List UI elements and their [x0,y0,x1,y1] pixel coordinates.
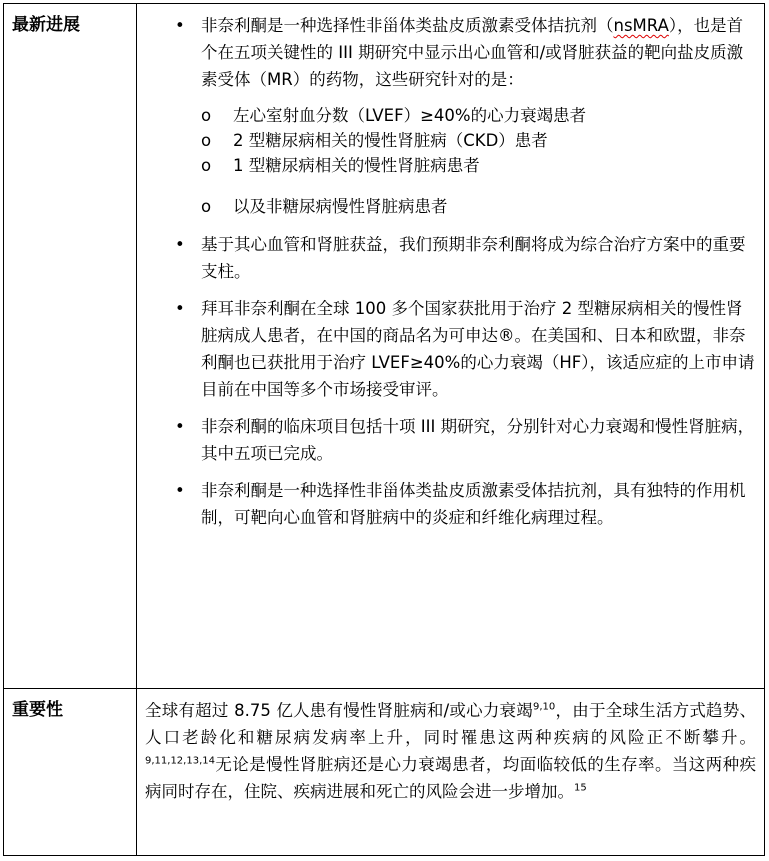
significance-paragraph: 全球有超过 8.75 亿人患有慢性肾脏病和/或心力衰竭$^{9,10}$，由于全球生活方式趋势、人口老龄化和糖尿病发病率上升，同时罹患这两种疾病的风险正不断攀升。$^{9,11,12,13,14}$无论是慢性肾脏病还是心力衰竭患者，均面临较低的生存率。当这两种疾病同时存在，住院、疾病进展和死亡的风险会进一步增加。$^{15}$ [145,701,757,801]
progress-bullet-item [145,413,756,467]
bullet-icon: • [175,481,185,500]
bullet-text-part: 非奈利酮是一种选择性非甾体类盐皮质激素受体拮抗剂（ [201,16,614,35]
row-label-significance: 重要性 [4,689,137,856]
progress-bullet-item [145,12,756,219]
bullet-text-part: ），也是首个在五项关键性的 III 期研究中显示出心血管和/或肾脏获益的靶向盐皮质激素受体（MR）的药物，这些研究针对的是： [201,16,744,89]
bullet-text: 基于其心血管和肾脏获益，我们预期非奈利酮将成为综合治疗方案中的重要支柱。 [201,235,746,281]
bullet-icon: • [175,235,185,254]
reference-superscript: 15 [574,782,587,794]
bullet-text: 非奈利酮的临床项目包括十项 III 期研究，分别针对心力衰竭和慢性肾脏病，其中五项已完成。 [201,417,755,463]
spellcheck-underlined-term: nsMRA [613,16,669,35]
reference-superscript: 9,10 [533,701,556,713]
circle-bullet-icon: o [201,197,212,216]
progress-bullet-item [145,477,756,531]
progress-bullet-item [145,231,756,285]
progress-bullet-list [145,12,756,531]
reference-superscript: 9,11,12,13,14 [145,755,215,767]
table-row-significance [4,689,765,856]
table-row-latest-progress [4,4,765,689]
circle-bullet-icon: o [201,156,212,175]
progress-bullet-item [145,295,756,403]
sub-list-item: o 左心室射血分数（LVEF）≥40%的心力衰竭患者 [201,103,756,128]
bullet-text: 非奈利酮是一种选择性非甾体类盐皮质激素受体拮抗剂，具有独特的作用机制，可靶向心血管和肾脏病中的炎症和纤维化病理过程。 [201,481,746,527]
sub-list-item: o 以及非糖尿病慢性肾脏病患者 [201,194,756,219]
sub-list-item: o 1 型糖尿病相关的慢性肾脏病患者 [201,153,756,178]
row-content-latest-progress [137,4,765,689]
bullet-icon: • [175,299,185,318]
target-population-list [201,103,756,219]
sub-list-item: o 2 型糖尿病相关的慢性肾脏病（CKD）患者 [201,128,756,153]
bullet-icon: • [175,417,185,436]
info-table [3,3,765,856]
row-label-latest-progress: 最新进展 [4,4,137,689]
bullet-icon: • [175,16,185,35]
row-content-significance [137,689,765,856]
bullet-text: 拜耳非奈利酮在全球 100 多个国家获批用于治疗 2 型糖尿病相关的慢性肾脏病成人患者，在中国的商品名为可申达®。在美国和、日本和欧盟，非奈利酮也已获批用于治疗 LVEF≥40%的心力衰竭（HF），该适应症的上市申请目前在中国等多个市场接受审评。 [201,299,755,399]
circle-bullet-icon: o [201,131,212,150]
circle-bullet-icon: o [201,106,212,125]
